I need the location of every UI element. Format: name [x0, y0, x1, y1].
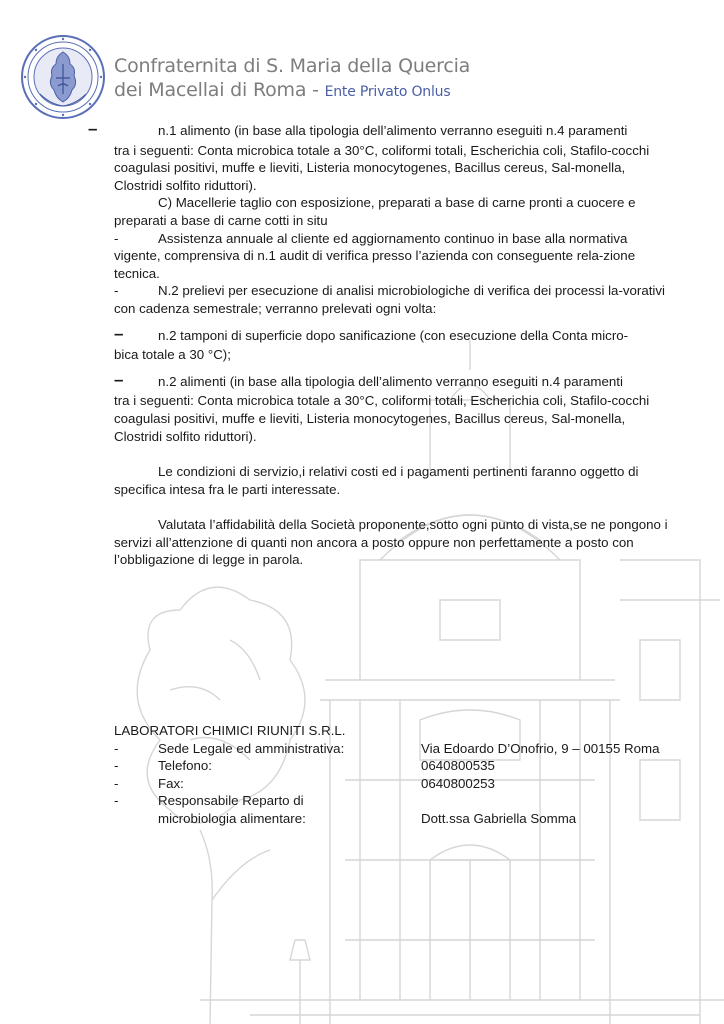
org-name-city: dei Macellai di Roma [114, 79, 307, 101]
item5-first-line: n.2 alimenti (in base alla tipologia dell’alimento verranno eseguiti n.4 paramenti [158, 373, 623, 389]
list-dash: – [114, 323, 124, 343]
item1-rest-text: tra i seguenti: Conta microbica totale a 30°C, coliformi totali, Escherichia coli, Stafilo-cocchi coagulasi positivi, muffe e lieviti, Listeria monocytogenes, Bacillus cereus, Sal-monella, Clostridi solfito riduttori). [114, 142, 650, 193]
confraternita-seal-logo [20, 34, 106, 120]
lab-row-value: Dott.ssa Gabriella Somma [421, 810, 577, 826]
letterhead [20, 34, 520, 124]
list-item [114, 230, 674, 283]
lab-name-text: LABORATORI CHIMICI RIUNITI S.R.L. [114, 723, 346, 738]
lab-row-label: Fax: [158, 775, 184, 791]
lab-row-telefono [114, 757, 714, 775]
lab-row-dash: - [114, 758, 119, 774]
item1-first-line: n.1 alimento (in base alla tipologia dell’alimento verranno eseguiti n.4 paramenti [158, 123, 628, 138]
lab-row-label: microbiologia alimentare: [158, 810, 306, 826]
lab-row-dash: - [114, 775, 119, 791]
lab-row-fax [114, 775, 714, 793]
letterhead-text [114, 54, 470, 104]
lab-row-dash: - [114, 740, 119, 756]
lab-name [114, 722, 714, 740]
list-item [88, 119, 674, 140]
org-name-line1: Confraternita di S. Maria della Quercia [114, 55, 471, 77]
lab-contact-block [114, 722, 714, 828]
section-c-heading: C) Macellerie taglio con esposizione, preparati a base di carne pronti a cuocere e preparati a base di carne cotti in situ [114, 195, 636, 228]
paragraph-conditions: Le condizioni di servizio,i relativi costi ed i pagamenti pertinenti faranno oggetto di specifica intesa fra le parti interessate. [114, 464, 639, 497]
list-item-text: N.2 prelievi per esecuzione di analisi microbiologiche di verifica dei processi la-vorativi con cadenza semestrale; verranno prelevati ogni volta: [114, 283, 665, 316]
item4-rest-text: bica totale a 30 °C); [114, 347, 231, 363]
list-item [114, 369, 674, 391]
list-dash: - [114, 230, 119, 246]
lab-row-value: Via Edoardo D’Onofrio, 9 – 00155 Roma [421, 740, 660, 756]
list-item-text: Assistenza annuale al cliente ed aggiornamento continuo in base alla normativa vigente, comprensiva di n.1 audit di verifica presso l’azienda con conseguente rela-zione tecnica. [114, 230, 636, 281]
item1-continuation [114, 142, 674, 195]
lab-row-label: Sede Legale ed amministrativa: [158, 740, 345, 756]
list-item-text [114, 122, 674, 140]
paragraph-reliability: Valutata l’affidabilità della Società proponente,sotto ogni punto di vista,se ne pongono i servizi all’attenzione di quanti non ancora a posto oppure non perfettamente a posto con l’obbligazione di legge in parola. [114, 517, 668, 568]
lab-row-label: Telefono: [158, 758, 212, 774]
lab-row-microbiologia [114, 810, 714, 828]
lab-row-value: 0640800535 [421, 758, 495, 774]
list-dash: – [114, 369, 124, 389]
list-dash: – [88, 119, 98, 138]
list-item [114, 323, 674, 345]
letter-body [88, 119, 674, 569]
lab-row-dash: - [114, 793, 119, 809]
org-separator: - [306, 79, 325, 101]
lab-row-label: Responsabile Reparto di [158, 793, 304, 809]
org-tagline: Ente Privato Onlus [324, 84, 451, 100]
item4-first-line: n.2 tamponi di superficie dopo sanificazione (con esecuzione della Conta micro- [158, 327, 629, 343]
lab-row-value: 0640800253 [421, 775, 495, 791]
org-name-line2 [114, 78, 470, 104]
list-dash: - [114, 283, 119, 299]
lab-row-responsabile [114, 792, 714, 810]
list-item [114, 282, 674, 317]
item5-rest-text: tra i seguenti: Conta microbica totale a 30°C, coliformi totali, Escherichia coli, Stafilo-cocchi coagulasi positivi, muffe e lieviti, Listeria monocytogenes, Bacillus cereus, Sal-monella, Clostridi solfito riduttori). [114, 393, 650, 444]
lab-row-sede [114, 740, 714, 758]
